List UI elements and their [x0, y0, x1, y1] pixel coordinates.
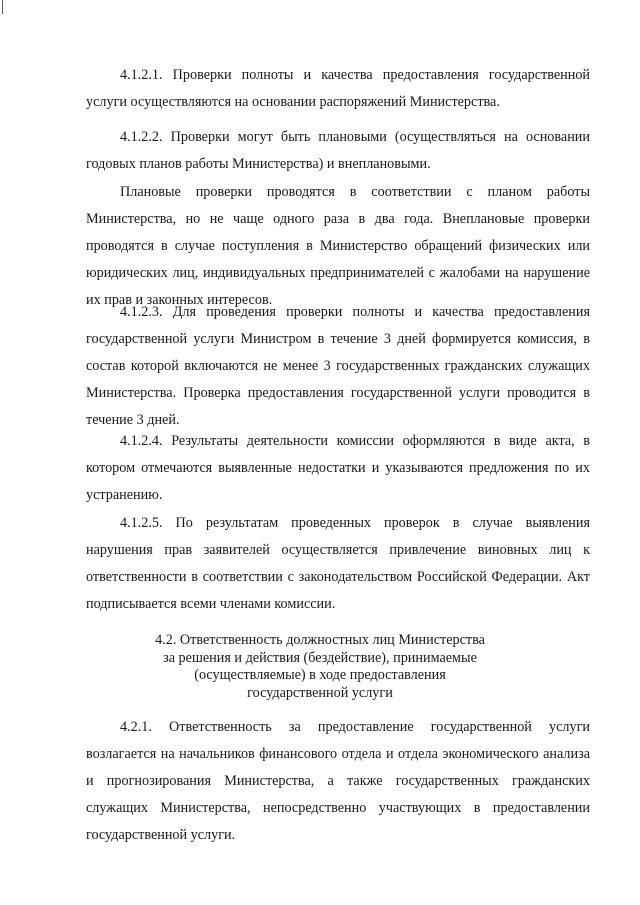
section-heading-line: за решения и действия (бездействие), принимаемые [163, 649, 477, 666]
section-heading-4-2 [120, 632, 520, 702]
scan-edge-mark [2, 0, 3, 14]
paragraph-planned-inspections: Плановые проверки проводятся в соответствии с планом работы Министерства, но не чаще одного раза в два года. Внеплановые проверки проводятся в случае поступления в Министерство обращений физических или юридических лиц, индивидуальных предпринимателей с жалобами на нарушение их прав и законных интересов. [86, 184, 590, 308]
section-heading-line: 4.2. Ответственность должностных лиц Министерства [155, 632, 485, 648]
paragraph-4-1-2-3: 4.1.2.3. Для проведения проверки полноты и качества предоставления государственной услуги Министром в течение 3 дней формируется комиссия, в состав которой включаются не менее 3 государственных гражданских служащих Министерства. Проверка предоставления государственной услуги проводится в течение 3 дней. [86, 304, 590, 428]
paragraph-4-1-2-4: 4.1.2.4. Результаты деятельности комиссии оформляются в виде акта, в котором отмечаются выявленные недостатки и указываются предложения по их устранению. [86, 433, 590, 503]
paragraph-4-2-1: 4.2.1. Ответственность за предоставление государственной услуги возлагается на начальников финансового отдела и отдела экономического анализа и прогнозирования Министерства, а также государственных гражданских служащих Министерства, непосредственно участвующих в предоставлении государственной услуги. [86, 719, 590, 843]
paragraph-4-1-2-2: 4.1.2.2. Проверки могут быть плановыми (осуществляться на основании годовых планов работы Министерства) и внеплановыми. [86, 129, 590, 172]
paragraph-4-1-2-5: 4.1.2.5. По результатам проведенных проверок в случае выявления нарушения прав заявителей осуществляется привлечение виновных лиц к ответственности в соответствии с законодательством Российской Федерации. Акт подписывается всеми членами комиссии. [86, 515, 590, 612]
section-heading-line: государственной услуги [247, 684, 393, 701]
paragraph-4-1-2-1: 4.1.2.1. Проверки полноты и качества предоставления государственной услуги осуществляются на основании распоряжений Министерства. [86, 67, 590, 110]
section-heading-line: (осуществляемые) в ходе предоставления [194, 667, 446, 683]
